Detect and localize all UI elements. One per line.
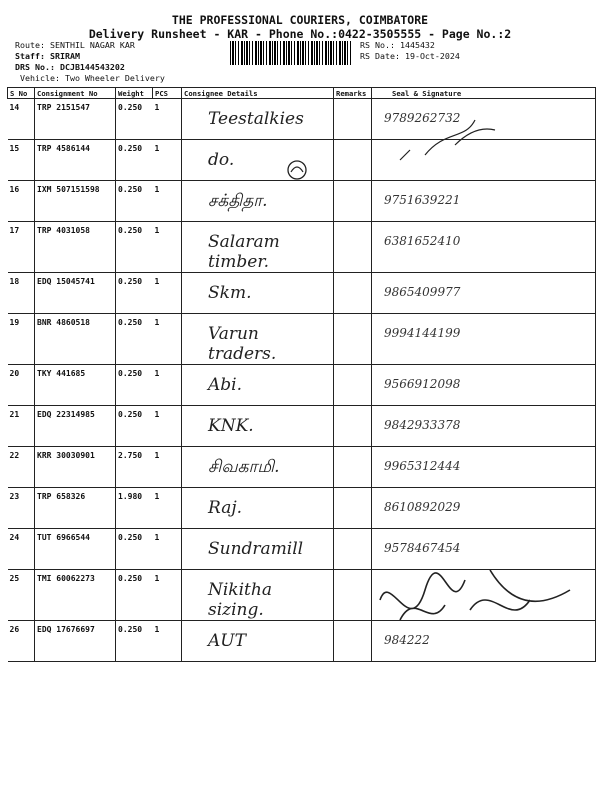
table-row bbox=[8, 314, 596, 365]
table-row bbox=[8, 181, 596, 222]
row-signature bbox=[372, 406, 596, 447]
row-pcs: 1 bbox=[153, 406, 182, 447]
row-sno: 20 bbox=[8, 365, 35, 406]
col-remarks: Remarks bbox=[334, 88, 372, 99]
row-signature bbox=[372, 365, 596, 406]
row-sno: 22 bbox=[8, 447, 35, 488]
row-remarks bbox=[334, 273, 372, 314]
signature-handwriting: 9578467454 bbox=[384, 541, 461, 555]
row-signature bbox=[372, 488, 596, 529]
row-pcs: 1 bbox=[153, 447, 182, 488]
col-signature: Seal & Signature bbox=[372, 88, 596, 99]
row-consignment: TRP 4031058 bbox=[35, 222, 116, 273]
col-consignee: Consignee Details bbox=[182, 88, 334, 99]
row-weight: 0.250 bbox=[116, 570, 153, 621]
table-row bbox=[8, 570, 596, 621]
row-consignment: TRP 4586144 bbox=[35, 140, 116, 181]
table-header-row bbox=[8, 88, 596, 99]
signature-handwriting: 9965312444 bbox=[384, 459, 461, 473]
consignee-handwriting: KNK. bbox=[208, 416, 254, 436]
drs-number: DRS No.: DCJB144543202 bbox=[15, 62, 125, 72]
signature-handwriting: 9865409977 bbox=[384, 285, 461, 299]
row-weight: 2.750 bbox=[116, 447, 153, 488]
row-consignee bbox=[182, 273, 334, 314]
company-title: THE PROFESSIONAL COURIERS, COIMBATORE bbox=[171, 13, 429, 27]
row-remarks bbox=[334, 447, 372, 488]
row-sno: 15 bbox=[8, 140, 35, 181]
row-pcs: 1 bbox=[153, 273, 182, 314]
row-pcs: 1 bbox=[153, 529, 182, 570]
row-remarks bbox=[334, 621, 372, 662]
col-pcs: PCS bbox=[153, 88, 182, 99]
consignee-handwriting: Salaram timber. bbox=[208, 232, 280, 272]
row-weight: 0.250 bbox=[116, 99, 153, 140]
row-weight: 0.250 bbox=[116, 140, 153, 181]
signature-handwriting: 984222 bbox=[384, 633, 430, 647]
consignee-handwriting: Raj. bbox=[208, 498, 242, 518]
row-weight: 1.980 bbox=[116, 488, 153, 529]
rs-date: RS Date: 19-Oct-2024 bbox=[360, 51, 460, 61]
row-remarks bbox=[334, 222, 372, 273]
row-pcs: 1 bbox=[153, 621, 182, 662]
table-row bbox=[8, 222, 596, 273]
consignee-handwriting: Teestalkies bbox=[208, 109, 304, 129]
barcode-image bbox=[230, 41, 352, 65]
row-consignee bbox=[182, 621, 334, 662]
row-signature bbox=[372, 529, 596, 570]
col-sno: S No bbox=[8, 88, 35, 99]
row-signature bbox=[372, 621, 596, 662]
row-weight: 0.250 bbox=[116, 529, 153, 570]
table-row bbox=[8, 99, 596, 140]
row-remarks bbox=[334, 570, 372, 621]
vehicle-label: Vehicle: Two Wheeler Delivery bbox=[20, 73, 165, 83]
row-remarks bbox=[334, 314, 372, 365]
row-consignee bbox=[182, 447, 334, 488]
row-sno: 14 bbox=[8, 99, 35, 140]
row-sno: 24 bbox=[8, 529, 35, 570]
row-consignee bbox=[182, 570, 334, 621]
row-remarks bbox=[334, 181, 372, 222]
table-row bbox=[8, 529, 596, 570]
row-pcs: 1 bbox=[153, 140, 182, 181]
row-signature bbox=[372, 222, 596, 273]
signature-handwriting: 9789262732 bbox=[384, 111, 461, 125]
signature-handwriting: 8610892029 bbox=[384, 500, 461, 514]
consignee-handwriting: Sundramill bbox=[208, 539, 304, 559]
row-weight: 0.250 bbox=[116, 621, 153, 662]
row-consignment: EDQ 22314985 bbox=[35, 406, 116, 447]
row-consignee bbox=[182, 140, 334, 181]
row-sno: 21 bbox=[8, 406, 35, 447]
signature-handwriting: 9842933378 bbox=[384, 418, 461, 432]
rs-number: RS No.: 1445432 bbox=[360, 40, 435, 50]
row-pcs: 1 bbox=[153, 365, 182, 406]
consignee-handwriting: do. bbox=[208, 150, 235, 170]
row-consignee bbox=[182, 529, 334, 570]
col-consignment: Consignment No bbox=[35, 88, 116, 99]
table-row bbox=[8, 488, 596, 529]
row-pcs: 1 bbox=[153, 222, 182, 273]
table-row bbox=[8, 140, 596, 181]
row-remarks bbox=[334, 99, 372, 140]
row-weight: 0.250 bbox=[116, 406, 153, 447]
col-weight: Weight bbox=[116, 88, 153, 99]
row-remarks bbox=[334, 140, 372, 181]
staff-label: Staff: SRIRAM bbox=[15, 51, 80, 61]
signature-handwriting: 9751639221 bbox=[384, 193, 461, 207]
row-consignment: TMI 60062273 bbox=[35, 570, 116, 621]
consignee-handwriting: சிவகாமி. bbox=[208, 457, 280, 477]
row-weight: 0.250 bbox=[116, 222, 153, 273]
row-consignment: TRP 658326 bbox=[35, 488, 116, 529]
row-weight: 0.250 bbox=[116, 181, 153, 222]
consignee-handwriting: Skm. bbox=[208, 283, 252, 303]
row-pcs: 1 bbox=[153, 488, 182, 529]
consignee-handwriting: Varun traders. bbox=[208, 324, 277, 364]
row-consignment: EDQ 15045741 bbox=[35, 273, 116, 314]
row-sno: 19 bbox=[8, 314, 35, 365]
row-consignment: KRR 30030901 bbox=[35, 447, 116, 488]
row-consignment: BNR 4860518 bbox=[35, 314, 116, 365]
consignee-handwriting: AUT bbox=[208, 631, 246, 651]
row-pcs: 1 bbox=[153, 99, 182, 140]
row-weight: 0.250 bbox=[116, 273, 153, 314]
runsheet-title: Delivery Runsheet - KAR - Phone No.:0422-3505555 - Page No.:2 bbox=[88, 27, 512, 41]
table-row bbox=[8, 406, 596, 447]
signature-handwriting: 6381652410 bbox=[384, 234, 461, 248]
row-consignee bbox=[182, 181, 334, 222]
row-pcs: 1 bbox=[153, 314, 182, 365]
route-label: Route: SENTHIL NAGAR KAR bbox=[15, 40, 135, 50]
row-sno: 25 bbox=[8, 570, 35, 621]
row-consignee bbox=[182, 365, 334, 406]
row-sno: 26 bbox=[8, 621, 35, 662]
row-consignee bbox=[182, 314, 334, 365]
row-signature bbox=[372, 570, 596, 621]
row-pcs: 1 bbox=[153, 570, 182, 621]
row-signature bbox=[372, 447, 596, 488]
table-row bbox=[8, 273, 596, 314]
consignee-handwriting: சக்திதா. bbox=[208, 191, 268, 211]
row-signature bbox=[372, 181, 596, 222]
row-consignee bbox=[182, 488, 334, 529]
row-remarks bbox=[334, 365, 372, 406]
row-consignment: TRP 2151547 bbox=[35, 99, 116, 140]
row-sno: 16 bbox=[8, 181, 35, 222]
row-consignment: TUT 6966544 bbox=[35, 529, 116, 570]
consignee-handwriting: Nikitha sizing. bbox=[208, 580, 272, 620]
row-consignee bbox=[182, 99, 334, 140]
row-pcs: 1 bbox=[153, 181, 182, 222]
row-signature bbox=[372, 140, 596, 181]
row-consignment: IXM 507151598 bbox=[35, 181, 116, 222]
row-remarks bbox=[334, 529, 372, 570]
row-consignment: EDQ 17676697 bbox=[35, 621, 116, 662]
row-remarks bbox=[334, 488, 372, 529]
row-consignee bbox=[182, 406, 334, 447]
row-signature bbox=[372, 273, 596, 314]
row-sno: 17 bbox=[8, 222, 35, 273]
signature-handwriting: 9566912098 bbox=[384, 377, 461, 391]
row-sno: 18 bbox=[8, 273, 35, 314]
row-weight: 0.250 bbox=[116, 314, 153, 365]
row-signature bbox=[372, 314, 596, 365]
row-consignment: TKY 441685 bbox=[35, 365, 116, 406]
table-row bbox=[8, 621, 596, 662]
row-sno: 23 bbox=[8, 488, 35, 529]
row-weight: 0.250 bbox=[116, 365, 153, 406]
table-row bbox=[8, 365, 596, 406]
runsheet-table bbox=[7, 87, 596, 662]
row-signature bbox=[372, 99, 596, 140]
signature-handwriting: 9994144199 bbox=[384, 326, 461, 340]
row-remarks bbox=[334, 406, 372, 447]
table-row bbox=[8, 447, 596, 488]
row-consignee bbox=[182, 222, 334, 273]
consignee-handwriting: Abi. bbox=[208, 375, 242, 395]
